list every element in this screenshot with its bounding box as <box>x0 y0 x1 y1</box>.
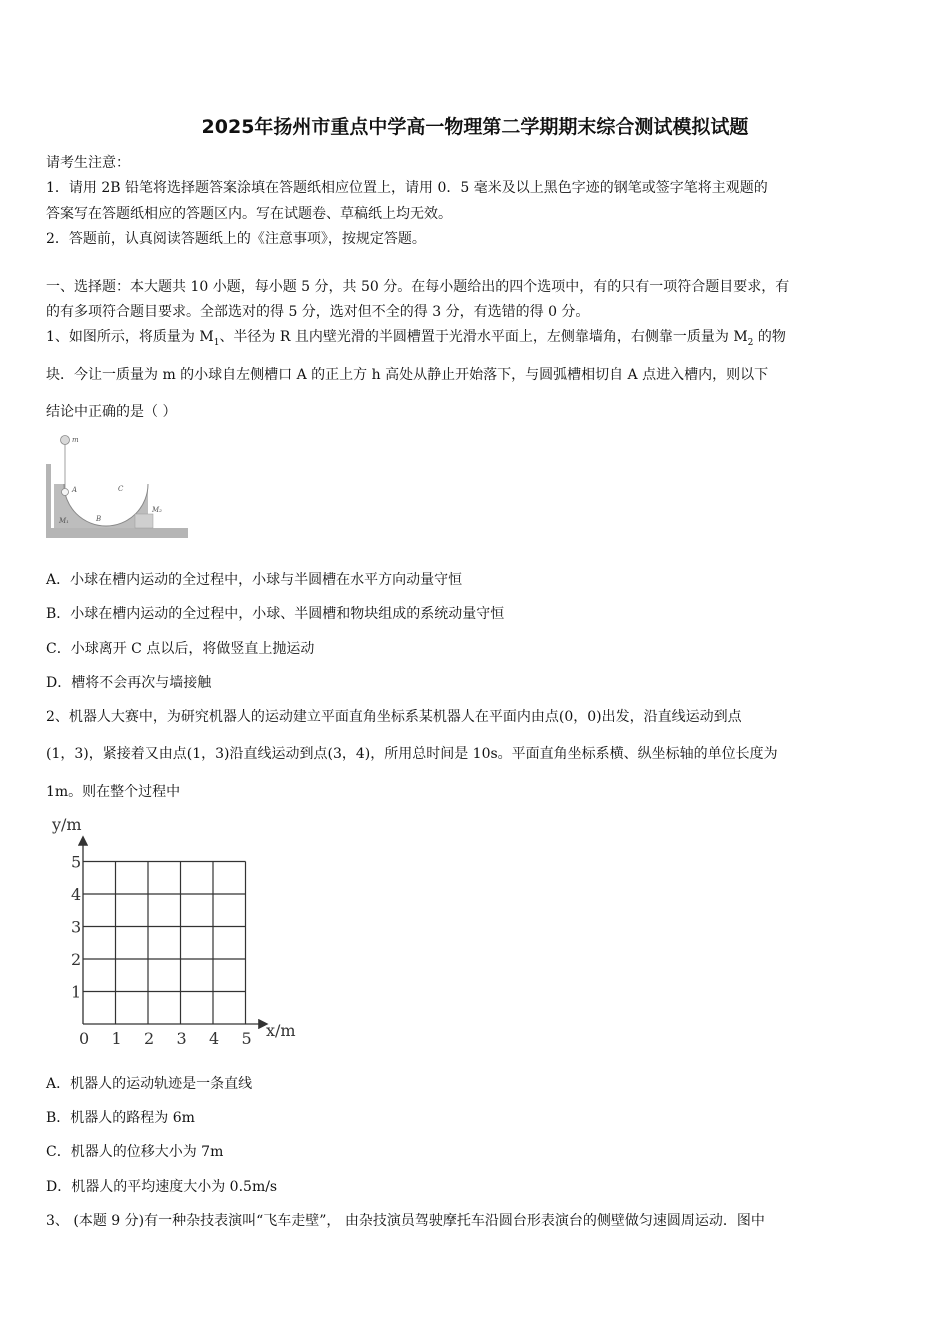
notice-heading: 请考生注意： <box>46 155 130 171</box>
q1-option-a: A．小球在槽内运动的全过程中，小球与半圆槽在水平方向动量守恒 <box>46 572 463 588</box>
y-tick-label: 2 <box>71 950 82 969</box>
section-1-line-2: 的有多项符合题目要求。全部选对的得 5 分，选对但不全的得 3 分，有选错的得 0 分。 <box>46 304 590 320</box>
label-m1: M₁ <box>59 517 69 525</box>
x-tick-label: 1 <box>111 1029 122 1048</box>
question-2-line-3: 1m。则在整个过程中 <box>46 784 181 800</box>
x-tick-label: 2 <box>144 1029 155 1048</box>
y-axis-label: y/m <box>52 815 82 834</box>
question-2-line-1: 2、机器人大赛中，为研究机器人的运动建立平面直角坐标系某机器人在平面内由点(0，0)出发，沿直线运动到点 <box>46 709 742 725</box>
q2-option-b: B．机器人的路程为 6m <box>46 1110 195 1126</box>
question-1-line-3: 结论中正确的是（ ） <box>46 404 177 420</box>
floor <box>46 528 188 538</box>
x-tick-label: 4 <box>209 1029 220 1048</box>
q2-option-c: C．机器人的位移大小为 7m <box>46 1144 224 1160</box>
q1-option-b: B．小球在槽内运动的全过程中，小球、半圆槽和物块组成的系统动量守恒 <box>46 606 505 622</box>
page-title: 2025年扬州市重点中学高一物理第二学期期末综合测试模拟试题 <box>201 116 749 138</box>
q1-sub-1: 1 <box>213 337 220 348</box>
q1-sub-2: 2 <box>747 337 754 348</box>
wall <box>46 464 51 538</box>
label-m2: M₂ <box>152 506 162 514</box>
question-1-line-2: 块．今让一质量为 m 的小球自左侧槽口 A 的正上方 h 高处从静止开始落下，与圆弧槽相切自 A 点进入槽内，则以下 <box>46 367 769 383</box>
x-axis-label: x/m <box>266 1021 296 1040</box>
grid-lines <box>83 862 246 1025</box>
notice-item-2: 2．答题前，认真阅读答题纸上的《注意事项》，按规定答题。 <box>46 231 426 247</box>
q1-option-d: D．槽将不会再次与墙接触 <box>46 675 212 691</box>
x-tick-label: 3 <box>176 1029 187 1048</box>
y-tick-label: 4 <box>71 885 82 904</box>
half-cylinder-trough-figure <box>44 430 194 540</box>
x-tick-label: 0 <box>79 1029 90 1048</box>
y-tick-label: 3 <box>71 917 82 937</box>
notice-item-1-line-2: 答案写在答题纸相应的答题区内。写在试题卷、草稿纸上均无效。 <box>46 206 452 222</box>
x-tick-label: 5 <box>241 1029 252 1048</box>
y-tick-label: 5 <box>71 852 82 872</box>
label-c: C <box>118 485 124 493</box>
q1-text-c: 的物 <box>753 329 786 345</box>
tick-labels <box>71 853 252 1049</box>
block-m2 <box>135 514 153 528</box>
notice-item-1-line-1: 1．请用 2B 铅笔将选择题答案涂填在答题纸相应位置上，请用 0．5 毫米及以上黑色字迹的钢笔或签字笔将主观题的 <box>46 180 768 196</box>
q1-text-a: 1、如图所示，将质量为 M <box>46 329 214 345</box>
label-b: B <box>96 515 102 523</box>
label-m: m <box>72 436 79 444</box>
q2-option-a: A．机器人的运动轨迹是一条直线 <box>46 1076 253 1092</box>
q2-option-d: D．机器人的平均速度大小为 0.5m/s <box>46 1179 278 1195</box>
y-tick-label: 1 <box>71 982 82 1002</box>
question-2-line-2: (1，3)，紧接着又由点(1，3)沿直线运动到点(3，4)，所用总时间是 10s。平面直角坐标系横、纵坐标轴的单位长度为 <box>46 746 778 762</box>
coordinate-grid-figure <box>44 812 304 1052</box>
ball-at-a <box>62 489 69 496</box>
q1-text-b: 、半径为 R 且内壁光滑的半圆槽置于光滑水平面上，左侧靠墙角，右侧靠一质量为 M <box>219 329 748 345</box>
label-a: A <box>72 486 78 494</box>
q1-option-c: C．小球离开 C 点以后，将做竖直上抛运动 <box>46 641 315 657</box>
ball-m <box>61 436 70 445</box>
question-1-line-1 <box>46 326 786 348</box>
section-1-line-1: 一、选择题：本大题共 10 小题，每小题 5 分，共 50 分。在每小题给出的四个选项中，有的只有一项符合题目要求，有 <box>46 279 790 295</box>
question-3-line-1: 3、 (本题 9 分)有一种杂技表演叫“飞车走壁”， 由杂技演员驾驶摩托车沿圆台形表演台的侧壁做匀速圆周运动．图中 <box>46 1213 765 1229</box>
